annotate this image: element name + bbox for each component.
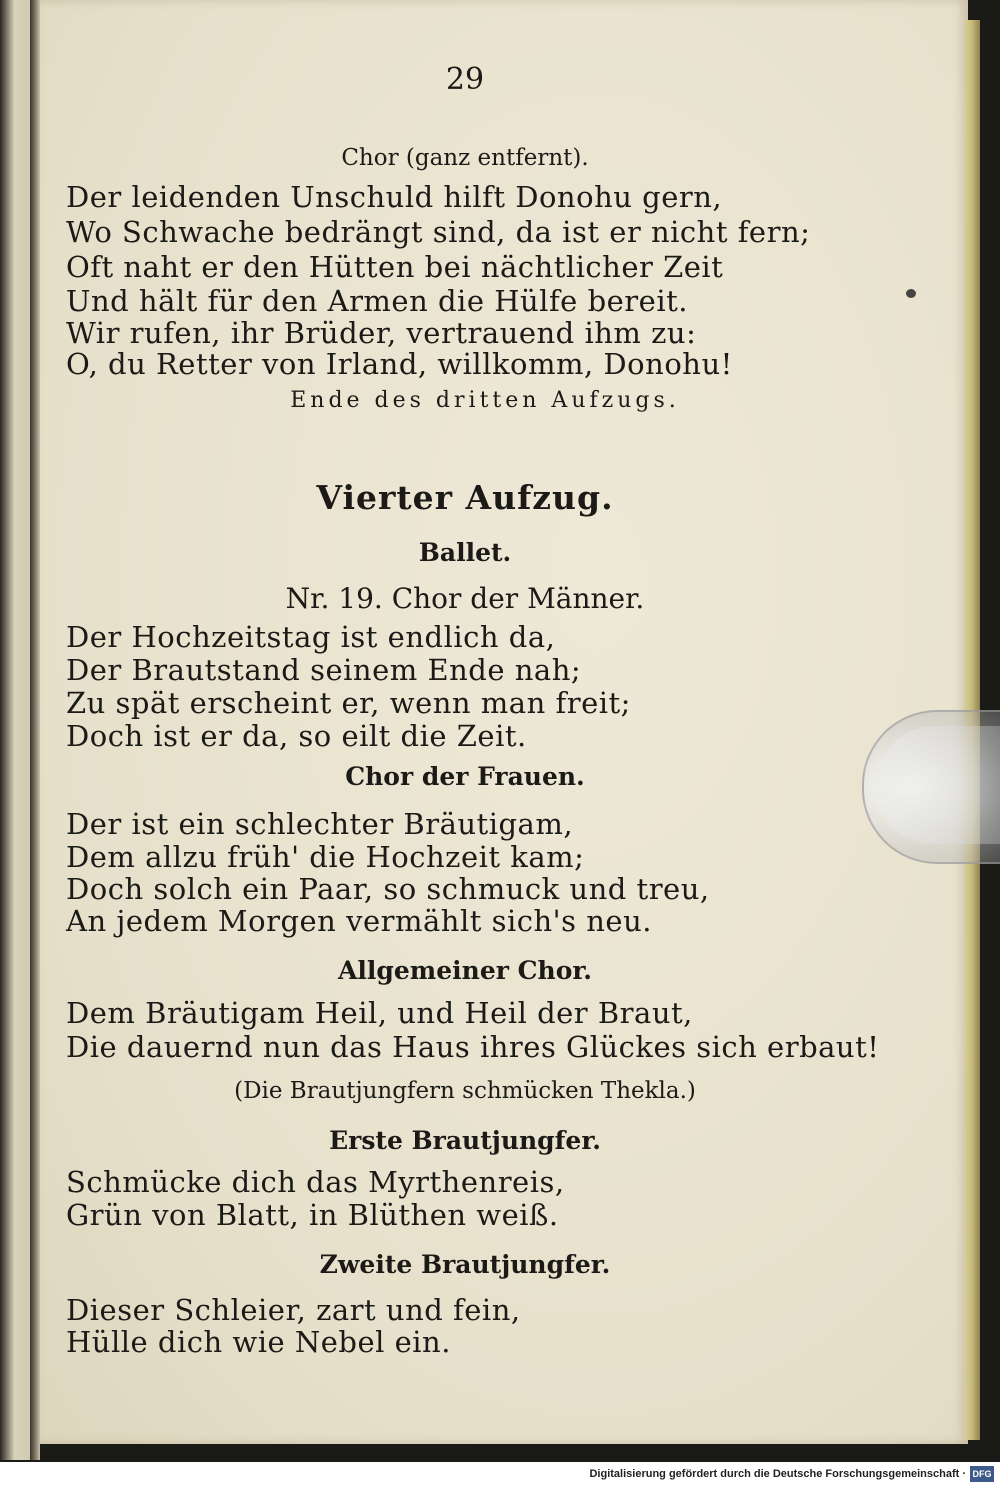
frauen-heading: Chor der Frauen. — [345, 762, 585, 791]
verse-line: Oft naht er den Hütten bei nächtlicher Zeit — [66, 250, 724, 284]
verse-line: Wir rufen, ihr Brüder, vertrauend ihm zu: — [66, 316, 697, 350]
funding-credit: Digitalisierung gefördert durch die Deutsche Forschungsgemeinschaft · — [589, 1468, 966, 1480]
page-clip-shine — [876, 726, 1000, 844]
verse-line: Wo Schwache bedrängt sind, da ist er nicht fern; — [66, 215, 811, 249]
verse-line: Dieser Schleier, zart und fein, — [66, 1293, 521, 1327]
act-end-note: Ende des dritten Aufzugs. — [290, 388, 680, 413]
number-heading: Nr. 19. Chor der Männer. — [285, 582, 645, 615]
page-clip — [862, 710, 1000, 864]
verse-line: Dem allzu früh' die Hochzeit kam; — [66, 840, 585, 874]
erste-heading: Erste Brautjungfer. — [329, 1126, 601, 1155]
verse-line: Zu spät erscheint er, wenn man freit; — [66, 686, 631, 720]
verse-line: Der Brautstand seinem Ende nah; — [66, 653, 582, 687]
dfg-logo: DFG — [970, 1466, 994, 1482]
verse-line: Und hält für den Armen die Hülfe bereit. — [66, 284, 688, 318]
footer-bar — [0, 1462, 1000, 1491]
verse-line: Hülle dich wie Nebel ein. — [66, 1325, 451, 1359]
verse-line: O, du Retter von Irland, willkomm, Donohu! — [66, 347, 733, 381]
verse-line: An jedem Morgen vermählt sich's neu. — [66, 904, 652, 938]
verse-line: Grün von Blatt, in Blüthen weiß. — [66, 1198, 559, 1232]
verse-line: Dem Bräutigam Heil, und Heil der Braut, — [66, 996, 693, 1030]
allgemeiner-heading: Allgemeiner Chor. — [338, 956, 592, 985]
page-number: 29 — [445, 62, 485, 97]
act-title: Vierter Aufzug. — [316, 478, 614, 517]
verse-line: Der ist ein schlechter Bräutigam, — [66, 807, 574, 841]
verse-line: Die dauernd nun das Haus ihres Glückes sich erbaut! — [66, 1030, 880, 1064]
verse-line: Doch ist er da, so eilt die Zeit. — [66, 719, 527, 753]
verse-line: Der leidenden Unschuld hilft Donohu gern, — [66, 180, 723, 214]
stage-direction: (Die Brautjungfern schmücken Thekla.) — [234, 1078, 696, 1104]
verse-line: Doch solch ein Paar, so schmuck und treu, — [66, 872, 710, 906]
verse-line: Schmücke dich das Myrthenreis, — [66, 1165, 565, 1199]
ballet-heading: Ballet. — [418, 538, 512, 567]
chor-heading: Chor (ganz entfernt). — [341, 145, 589, 171]
zweite-heading: Zweite Brautjungfer. — [319, 1250, 611, 1279]
verse-line: Der Hochzeitstag ist endlich da, — [66, 620, 556, 654]
